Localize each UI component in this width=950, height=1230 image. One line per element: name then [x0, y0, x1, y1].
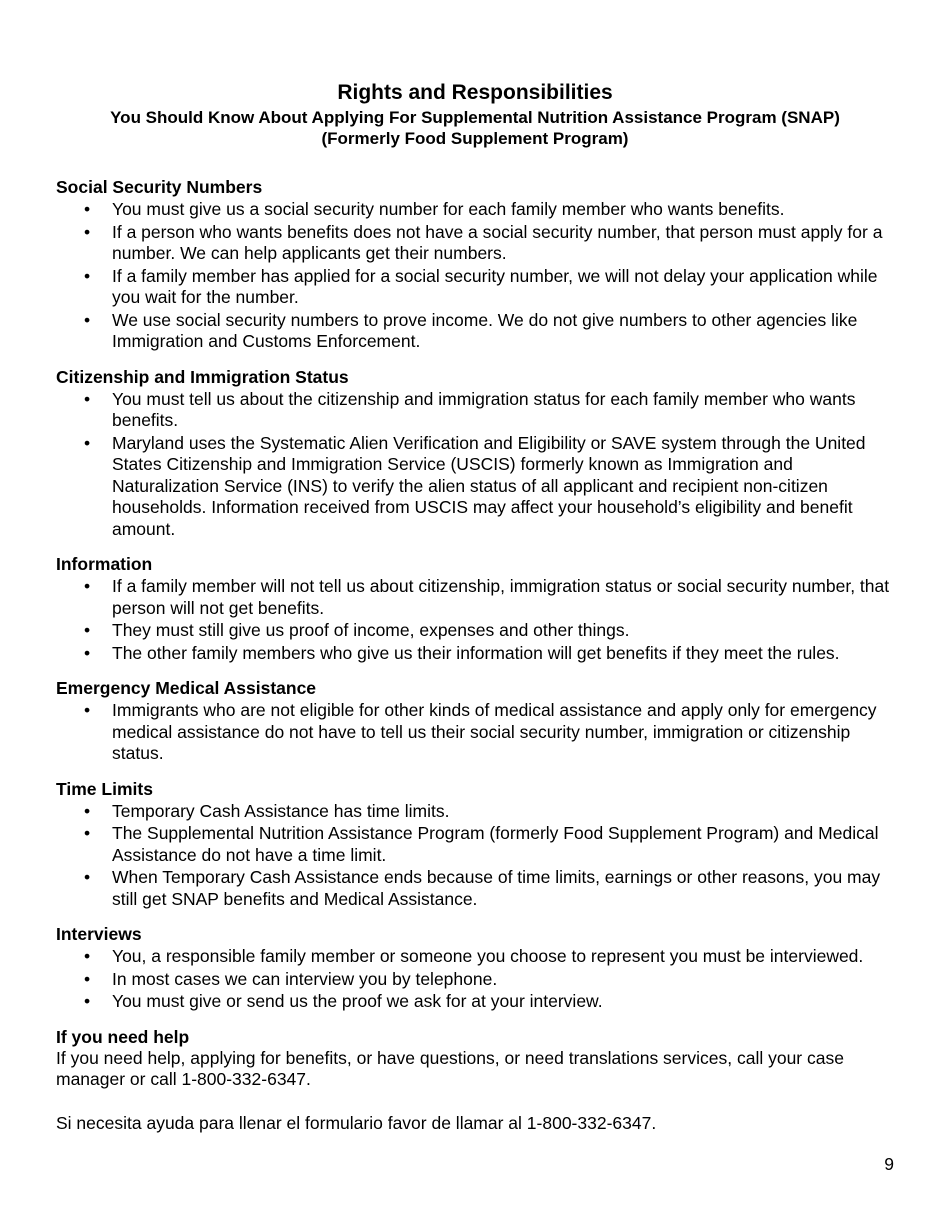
page-title: Rights and Responsibilities — [337, 81, 613, 104]
bullet-list — [56, 199, 894, 353]
list-item-text: Immigrants who are not eligible for other kinds of medical assistance and apply only for emergency medical assistance do not have to tell us their social security number, immigration or citizenship status. — [112, 700, 877, 763]
subtitle-line-2: (Formerly Food Supplement Program) — [321, 129, 629, 148]
bullet-icon: • — [84, 642, 91, 663]
section-heading: Emergency Medical Assistance — [56, 678, 317, 698]
section-heading: Time Limits — [56, 778, 153, 799]
bullet-list — [56, 576, 894, 664]
list-item-text: You, a responsible family member or someone you choose to represent you must be interviewed. — [112, 946, 864, 966]
list-item — [56, 643, 894, 665]
bullet-icon: • — [84, 432, 91, 453]
section-heading: If you need help — [56, 1026, 190, 1047]
section-heading: Information — [56, 554, 153, 574]
section-heading: Social Security Numbers — [56, 177, 263, 197]
list-item — [56, 620, 894, 642]
bullet-icon: • — [84, 867, 91, 887]
section-heading: Interviews — [56, 924, 142, 944]
spanish-help-paragraph: Si necesita ayuda para llenar el formulario favor de llamar al 1-800-332-6347. — [56, 1112, 657, 1133]
bullet-icon: • — [84, 991, 91, 1011]
list-item — [56, 867, 894, 910]
bullet-icon: • — [84, 576, 91, 596]
section-emergency-medical — [56, 678, 894, 765]
bullet-list — [56, 700, 894, 765]
page-subtitle — [56, 107, 894, 149]
list-item — [56, 969, 894, 991]
bullet-list — [56, 801, 894, 911]
bullet-icon: • — [84, 968, 91, 989]
bullet-icon: • — [84, 800, 91, 821]
section-social-security — [56, 177, 894, 353]
bullet-icon: • — [84, 388, 91, 409]
list-item-text: If a family member will not tell us about citizenship, immigration status or social security number, that person will not get benefits. — [112, 576, 890, 618]
section-time-limits — [56, 779, 894, 911]
subtitle-line-1: You Should Know About Applying For Supplemental Nutrition Assistance Program (SNAP) — [110, 108, 840, 127]
list-item — [56, 199, 894, 221]
help-paragraph: If you need help, applying for benefits, or have questions, or need translations services, call your case manager or call 1-800-332-6347. — [56, 1047, 844, 1089]
list-item-text: You must tell us about the citizenship and immigration status for each family member who wants benefits. — [112, 388, 856, 430]
list-item-text: They must still give us proof of income, expenses and other things. — [112, 620, 630, 640]
list-item-text: In most cases we can interview you by telephone. — [112, 968, 498, 989]
list-item — [56, 433, 894, 541]
bullet-icon: • — [84, 823, 91, 843]
bullet-icon: • — [84, 265, 91, 286]
bullet-icon: • — [84, 221, 91, 242]
list-item-text: If a family member has applied for a social security number, we will not delay your application while you wait for the number. — [112, 265, 878, 307]
section-information — [56, 554, 894, 664]
list-item-text: We use social security numbers to prove income. We do not give numbers to other agencies like Immigration and Customs Enforcement. — [112, 309, 858, 351]
list-item — [56, 576, 894, 619]
list-item — [56, 823, 894, 866]
bullet-icon: • — [84, 946, 91, 966]
list-item — [56, 389, 894, 432]
list-item-text: The other family members who give us their information will get benefits if they meet the rules. — [112, 642, 840, 663]
bullet-list — [56, 946, 894, 1013]
section-citizenship — [56, 367, 894, 541]
list-item-text: You must give or send us the proof we ask for at your interview. — [112, 991, 603, 1011]
list-item-text: The Supplemental Nutrition Assistance Program (formerly Food Supplement Program) and Medical Assistance do not have a time limit. — [112, 823, 879, 865]
bullet-icon: • — [84, 620, 91, 640]
list-item — [56, 946, 894, 968]
list-item — [56, 801, 894, 823]
section-interviews — [56, 924, 894, 1013]
list-item — [56, 310, 894, 353]
list-item-text: You must give us a social security number for each family member who wants benefits. — [112, 199, 785, 219]
list-item — [56, 991, 894, 1013]
list-item-text: Temporary Cash Assistance has time limits. — [112, 800, 450, 821]
section-heading: Citizenship and Immigration Status — [56, 366, 349, 387]
list-item — [56, 266, 894, 309]
list-item-text: When Temporary Cash Assistance ends because of time limits, earnings or other reasons, you may still get SNAP benefits and Medical Assistance. — [112, 867, 881, 909]
bullet-list — [56, 389, 894, 541]
bullet-icon: • — [84, 199, 91, 219]
section-help — [56, 1027, 894, 1135]
list-item-text: Maryland uses the Systematic Alien Verification and Eligibility or SAVE system through the United States Citizenship and Immigration Service (USCIS) formerly known as Immigration and Naturalization Service (INS) to verify the alien status of all applicant and recipient non-citizen households. Information received from USCIS may affect your household’s eligibility and benefit amount. — [112, 432, 866, 539]
bullet-icon: • — [84, 700, 91, 720]
page-number: 9 — [884, 1154, 894, 1174]
bullet-icon: • — [84, 309, 91, 330]
list-item-text: If a person who wants benefits does not have a social security number, that person must apply for a number. We can help applicants get their numbers. — [112, 221, 883, 263]
list-item — [56, 700, 894, 765]
list-item — [56, 222, 894, 265]
